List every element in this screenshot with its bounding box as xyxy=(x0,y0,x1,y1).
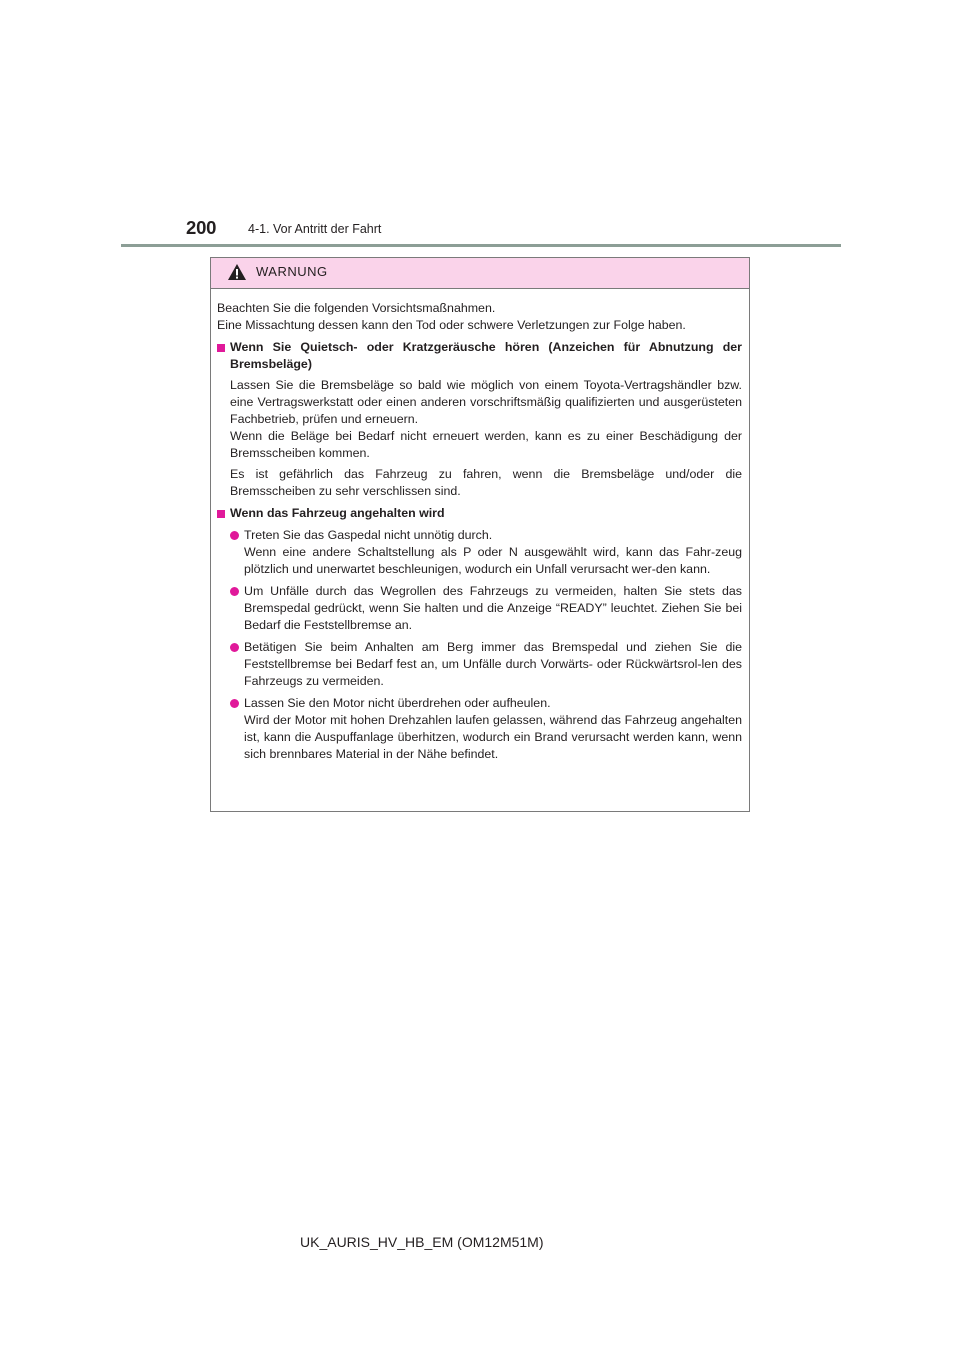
document-code: UK_AURIS_HV_HB_EM (OM12M51M) xyxy=(300,1234,544,1250)
paragraph-text: Es ist gefährlich das Fahrzeug zu fahren, wenn die Bremsbeläge und/oder die Bremsscheiben zu sehr verschlissen sind. xyxy=(230,467,742,498)
paragraph-text: Lassen Sie die Bremsbeläge so bald wie möglich von einem Toyota-Vertragshändler bzw. eine Vertragswerkstatt oder einen anderen vorschriftsmäßig qualifizierten und ausgerüsteten Fachbetrieb, prüfen und erneuern. xyxy=(230,378,742,426)
round-bullet-icon xyxy=(230,695,244,763)
topic-paragraph xyxy=(230,466,742,500)
page-number: 200 xyxy=(186,217,217,238)
topic-heading: Wenn Sie Quietsch- oder Kratzgeräusche hören (Anzeichen für Abnutzung der Bremsbeläge) xyxy=(230,340,742,371)
list-item-line: Lassen Sie den Motor nicht überdrehen oder aufheulen. xyxy=(244,696,551,710)
topic-heading-row xyxy=(217,505,742,522)
list-item xyxy=(230,527,742,578)
section-title: 4-1. Vor Antritt der Fahrt xyxy=(248,222,382,236)
list-item-text xyxy=(244,639,742,690)
topic-heading-row xyxy=(217,339,742,373)
round-bullet-icon xyxy=(230,583,244,634)
list-item-text xyxy=(244,583,742,634)
list-item-line: Betätigen Sie beim Anhalten am Berg immer das Bremspedal und ziehen Sie die Feststellbremse bei Bedarf fest an, um Unfälle durch Vorwärts- oder Rückwärtsrol-len des Fahrzeugs zu vermeiden. xyxy=(244,640,742,688)
warning-intro-line: Eine Missachtung dessen kann den Tod oder schwere Verletzungen zur Folge haben. xyxy=(217,318,686,332)
list-item-line: Wird der Motor mit hohen Drehzahlen laufen gelassen, während das Fahrzeug angehalten ist, kann die Auspuffanlage überhitzen, wodurch ein Brand verursacht werden kann, wenn sich brennbares Material in der Nähe befindet. xyxy=(244,713,742,761)
warning-header xyxy=(211,258,749,289)
header-divider xyxy=(121,244,841,247)
list-item-line: Treten Sie das Gaspedal nicht unnötig durch. xyxy=(244,528,493,542)
topic-heading: Wenn das Fahrzeug angehalten wird xyxy=(230,506,445,520)
warning-body xyxy=(211,289,749,763)
round-bullet-icon xyxy=(230,527,244,578)
square-bullet-icon xyxy=(217,505,230,512)
list-item xyxy=(230,583,742,634)
square-bullet-icon xyxy=(217,339,230,346)
list-item-line: Wenn eine andere Schaltstellung als P oder N ausgewählt wird, kann das Fahr-zeug plötzlich und unerwartet beschleunigen, wodurch ein Unfall verursacht wer-den kann. xyxy=(244,545,742,576)
list-item-text xyxy=(244,527,742,578)
warning-title: WARNUNG xyxy=(256,263,328,279)
warning-box xyxy=(210,257,750,812)
list-item-text xyxy=(244,695,742,763)
list-item xyxy=(230,695,742,763)
list-item xyxy=(230,639,742,690)
warning-intro-line: Beachten Sie die folgenden Vorsichtsmaßnahmen. xyxy=(217,301,496,315)
warning-triangle-icon xyxy=(227,263,247,281)
list-item-line: Um Unfälle durch das Wegrollen des Fahrzeugs zu vermeiden, halten Sie stets das Bremspedal gedrückt, wenn Sie halten und die Anzeige “READY” leuchtet. Ziehen Sie bei Bedarf die Feststellbremse an. xyxy=(244,584,742,632)
topic-paragraph xyxy=(230,377,742,462)
round-bullet-icon xyxy=(230,639,244,690)
paragraph-text: Wenn die Beläge bei Bedarf nicht erneuert werden, kann es zu einer Beschädigung der Bremsscheiben kommen. xyxy=(230,429,742,460)
